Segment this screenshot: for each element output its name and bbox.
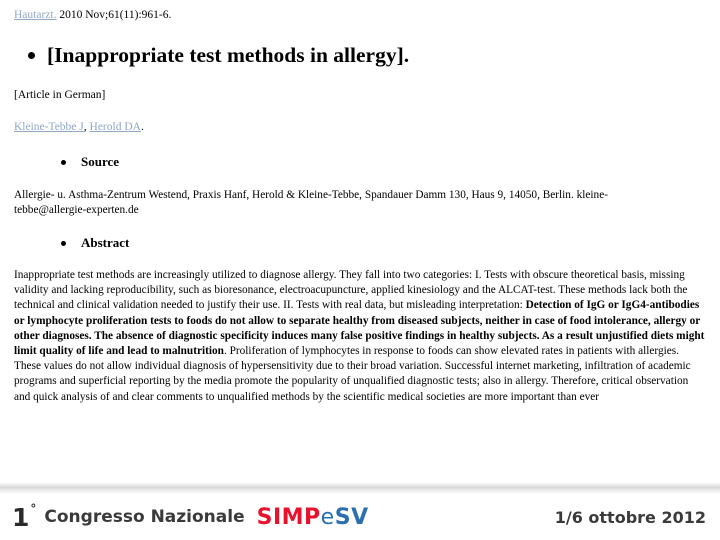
abstract-text <box>14 268 706 405</box>
footer-banner <box>12 502 706 532</box>
article-title: [Inappropriate test methods in allergy]. <box>47 43 410 67</box>
logo-e: e <box>320 504 335 530</box>
citation <box>14 9 171 21</box>
bullet-icon <box>61 241 66 246</box>
logo-simp: SIMP <box>256 504 321 530</box>
source-affiliation: Allergie- u. Asthma-Zentrum Westend, Praxis Hanf, Herold & Kleine-Tebbe, Spandauer Damm 130, Haus 9, 14050, Berlin. kleine-tebbe@allergie-experten.de <box>14 189 608 216</box>
journal-link[interactable]: Hautarzt. <box>14 9 57 21</box>
author-list <box>14 121 144 133</box>
article-language: [Article in German] <box>14 89 106 101</box>
abstract-heading <box>61 235 129 251</box>
congress-dates: 1/6 ottobre 2012 <box>554 507 706 527</box>
bullet-icon <box>28 52 35 59</box>
congress-name: Congresso Nazionale <box>44 507 245 527</box>
congress-footer <box>0 482 720 540</box>
author-trailing: . <box>140 121 144 133</box>
author-link-herold[interactable]: Herold DA <box>89 121 141 133</box>
abstract-part-1: Inappropriate test methods are increasingly utilized to diagnose allergy. They fall into two categories: I. Tests with obscure theoretical basis, missing validity and lacking reproducibility, such as bioresonance, electroacupuncture, applied kinesiology and the ALCAT-test. These methods lack both the technical and clinical validation needed to justify their use. II. Tests with real data, but misleading interpretation: <box>14 269 688 312</box>
author-link-kleine-tebbe[interactable]: Kleine-Tebbe J <box>14 121 84 133</box>
simpesv-logo <box>257 505 369 530</box>
source-heading-label: Source <box>81 154 120 169</box>
author-separator: , <box>83 121 90 133</box>
citation-details: 2010 Nov;61(11):961-6. <box>56 9 172 21</box>
logo-sv: SV <box>334 504 369 530</box>
congress-ordinal-number: 1 <box>12 502 30 532</box>
congress-ordinal-symbol: ° <box>30 502 37 516</box>
abstract-part-2: . Proliferation of lymphocytes in response to foods can show elevated rates in patients with allergies. These values do not allow individual diagnosis of hypersensitivity due to their broad variation. Successful internet marketing, infiltration of academic programs and superficial reporting by the media promote the popularity of unqualified diagnostic tests; also in allergy. Therefore, critical observation and quick analysis of and clear comments to unqualified methods by the scientific medical societies are more important than ever <box>14 345 691 403</box>
bullet-icon <box>61 160 66 165</box>
title-row <box>28 43 409 68</box>
abstract-bold-finding: Detection of IgG or IgG4-antibodies or lymphocyte proliferation tests to foods do not allow to separate healthy from diseased subjects, neither in case of food intolerance, allergy or other diagnoses. The absence of diagnostic specificity induces many false positive findings in healthy subjects. As a result unjustified diets might limit quality of life and lead to malnutrition <box>14 299 705 358</box>
source-heading <box>61 154 119 170</box>
abstract-heading-label: Abstract <box>81 235 130 250</box>
footer-divider-band <box>0 482 720 494</box>
